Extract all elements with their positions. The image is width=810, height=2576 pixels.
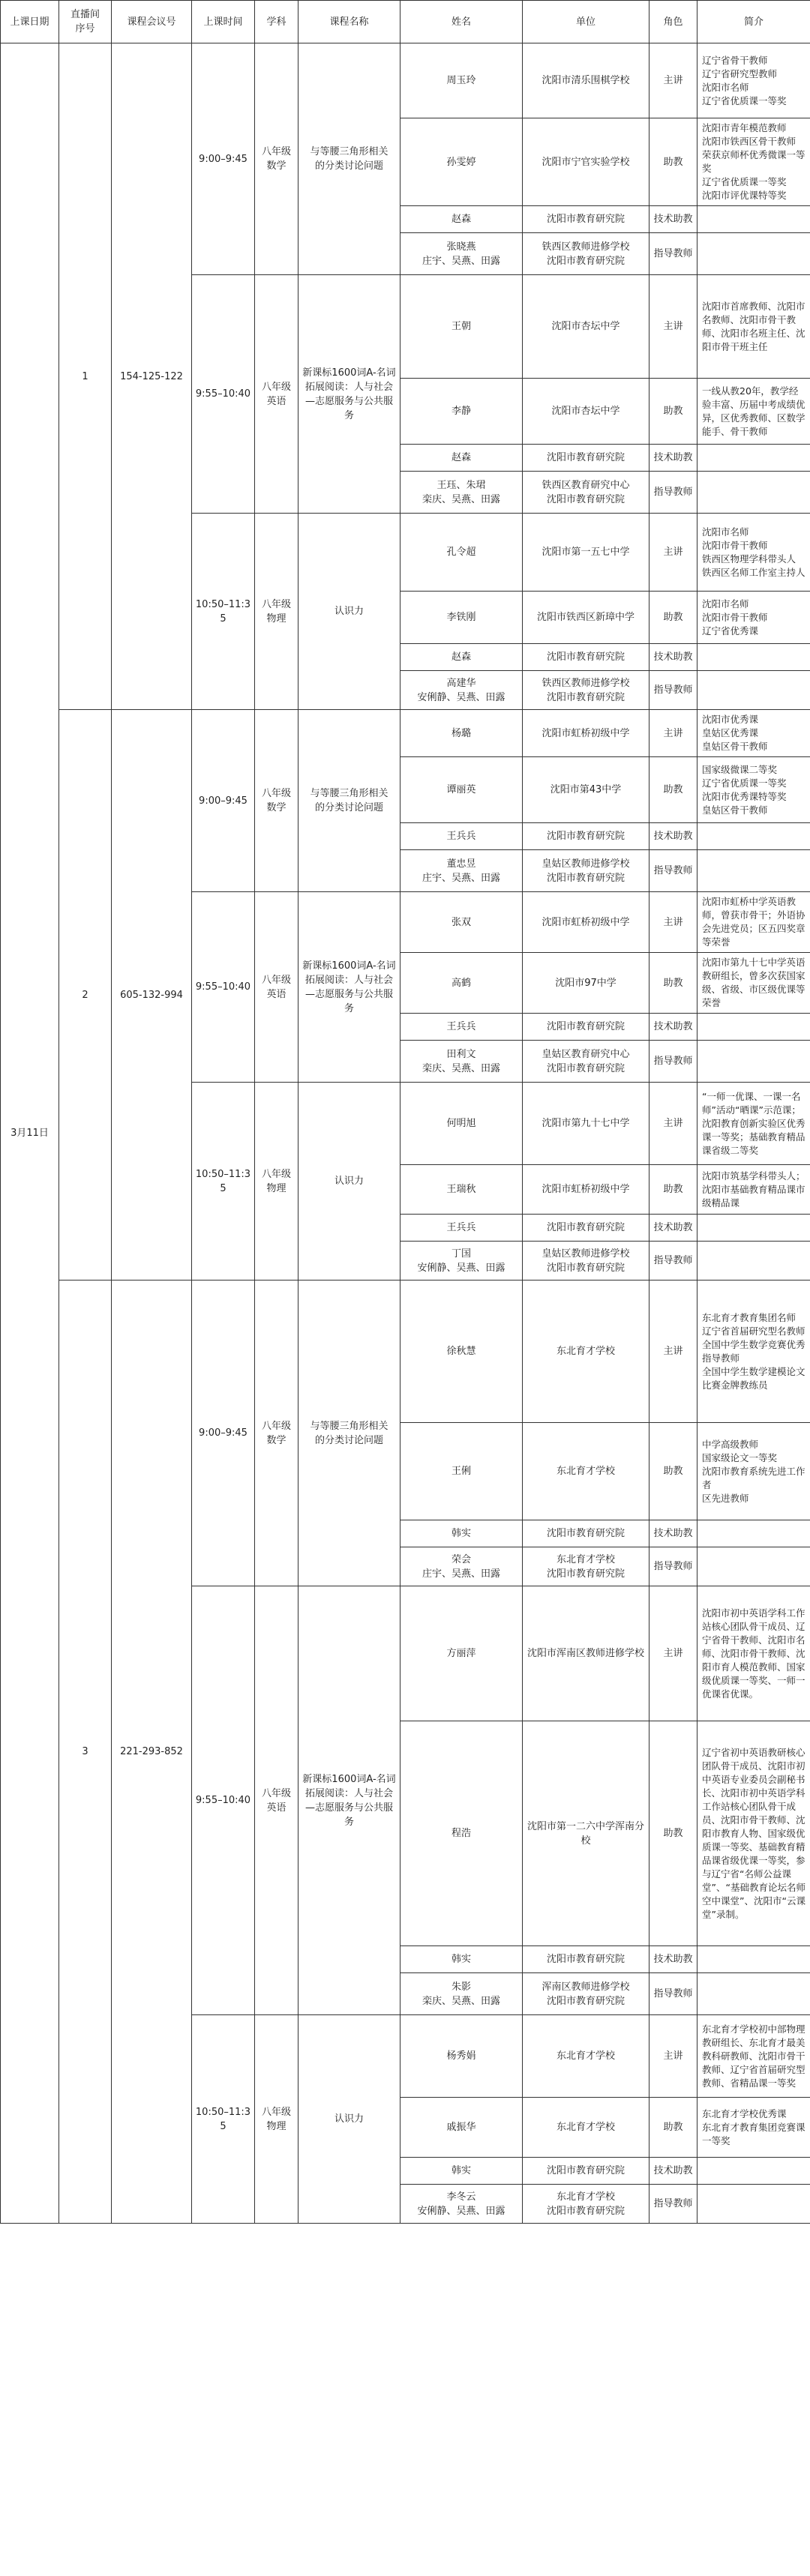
teacher-name-cell: 高鹤 bbox=[400, 953, 523, 1014]
role-cell: 指导教师 bbox=[650, 1041, 698, 1083]
intro-cell bbox=[698, 1014, 810, 1041]
intro-cell bbox=[698, 206, 810, 233]
unit-cell: 沈阳市教育研究院 bbox=[523, 1215, 650, 1242]
unit-cell: 铁西区教师进修学校 沈阳市教育研究院 bbox=[523, 671, 650, 710]
role-cell: 技术助教 bbox=[650, 644, 698, 671]
role-cell: 指导教师 bbox=[650, 2185, 698, 2224]
intro-cell bbox=[698, 1973, 810, 2015]
subject-cell: 八年级 物理 bbox=[255, 514, 298, 710]
unit-cell: 沈阳市杏坛中学 bbox=[523, 379, 650, 445]
time-cell: 10:50–11:35 bbox=[192, 1083, 255, 1281]
meeting-number-cell: 154-125-122 bbox=[112, 43, 192, 710]
role-cell: 助教 bbox=[650, 118, 698, 206]
unit-cell: 皇姑区教育研究中心 沈阳市教育研究院 bbox=[523, 1041, 650, 1083]
course-name-cell: 认识力 bbox=[298, 1083, 400, 1281]
teacher-name-cell: 何明旭 bbox=[400, 1083, 523, 1165]
intro-cell: 沈阳市筑基学科带头人；沈阳市基础教育精品课市级精品课 bbox=[698, 1165, 810, 1215]
course-name-cell: 新课标1600词A-名词 拓展阅读：人与社会—志愿服务与公共服务 bbox=[298, 892, 400, 1083]
header-intro: 简介 bbox=[698, 1, 810, 43]
unit-cell: 沈阳市第一五七中学 bbox=[523, 514, 650, 592]
unit-cell: 沈阳市教育研究院 bbox=[523, 823, 650, 850]
intro-cell bbox=[698, 445, 810, 472]
teacher-name-cell: 杨璐 bbox=[400, 710, 523, 757]
intro-cell: 国家级微课二等奖 辽宁省优质课一等奖 沈阳市优秀课特等奖 皇姑区骨干教师 bbox=[698, 757, 810, 823]
role-cell: 技术助教 bbox=[650, 1946, 698, 1973]
time-cell: 10:50–11:35 bbox=[192, 2015, 255, 2224]
session-number-cell: 2 bbox=[59, 710, 112, 1281]
role-cell: 助教 bbox=[650, 379, 698, 445]
intro-cell bbox=[698, 233, 810, 275]
unit-cell: 沈阳市虹桥初级中学 bbox=[523, 1165, 650, 1215]
intro-cell bbox=[698, 2158, 810, 2185]
intro-cell bbox=[698, 850, 810, 892]
schedule-body bbox=[1, 43, 810, 2224]
subject-cell: 八年级 数学 bbox=[255, 1281, 298, 1586]
role-cell: 助教 bbox=[650, 1423, 698, 1520]
header-course: 课程名称 bbox=[298, 1, 400, 43]
unit-cell: 沈阳市教育研究院 bbox=[523, 644, 650, 671]
teacher-name-cell: 韩实 bbox=[400, 2158, 523, 2185]
teacher-name-cell: 王瑞秋 bbox=[400, 1165, 523, 1215]
meeting-number-cell: 221-293-852 bbox=[112, 1281, 192, 2224]
time-cell: 9:00–9:45 bbox=[192, 710, 255, 892]
header-meeting: 课程会议号 bbox=[112, 1, 192, 43]
intro-cell: 沈阳市优秀课 皇姑区优秀课 皇姑区骨干教师 bbox=[698, 710, 810, 757]
teacher-name-cell: 赵森 bbox=[400, 644, 523, 671]
subject-cell: 八年级 数学 bbox=[255, 43, 298, 275]
unit-cell: 沈阳市浑南区教师进修学校 bbox=[523, 1586, 650, 1721]
role-cell: 技术助教 bbox=[650, 1014, 698, 1041]
subject-cell: 八年级 英语 bbox=[255, 1586, 298, 2015]
header-name: 姓名 bbox=[400, 1, 523, 43]
role-cell: 技术助教 bbox=[650, 823, 698, 850]
role-cell: 助教 bbox=[650, 757, 698, 823]
course-name-cell: 认识力 bbox=[298, 2015, 400, 2224]
intro-cell bbox=[698, 1242, 810, 1281]
role-cell: 主讲 bbox=[650, 892, 698, 953]
role-cell: 主讲 bbox=[650, 2015, 698, 2098]
role-cell: 主讲 bbox=[650, 275, 698, 379]
teacher-name-cell: 孔令超 bbox=[400, 514, 523, 592]
time-cell: 9:55–10:40 bbox=[192, 1586, 255, 2015]
intro-cell: 沈阳市首席教师、沈阳市名教师、沈阳市骨干教师、沈阳市名班主任、沈阳市骨干班主任 bbox=[698, 275, 810, 379]
date-cell: 3月11日 bbox=[1, 43, 59, 2224]
subject-cell: 八年级 英语 bbox=[255, 275, 298, 514]
teacher-name-cell: 荣会 庄宇、吴燕、田露 bbox=[400, 1547, 523, 1586]
role-cell: 主讲 bbox=[650, 43, 698, 118]
course-name-cell: 与等腰三角形相关 的分类讨论问题 bbox=[298, 43, 400, 275]
intro-cell bbox=[698, 1041, 810, 1083]
unit-cell: 皇姑区教师进修学校 沈阳市教育研究院 bbox=[523, 850, 650, 892]
teacher-name-cell: 周玉玲 bbox=[400, 43, 523, 118]
subject-cell: 八年级 英语 bbox=[255, 892, 298, 1083]
unit-cell: 沈阳市铁西区新璋中学 bbox=[523, 592, 650, 644]
role-cell: 指导教师 bbox=[650, 1973, 698, 2015]
unit-cell: 沈阳市宁官实验学校 bbox=[523, 118, 650, 206]
unit-cell: 东北育才学校 bbox=[523, 1423, 650, 1520]
intro-cell: 辽宁省初中英语教研核心团队骨干成员、沈阳市初中英语专业委员会副秘书长、沈阳市初中英语学科工作站核心团队骨干成员、沈阳市骨干教师、沈阳市教育人物、国家级优质课一等奖、基础教育精品课省级优课一等奖，参与辽宁省“名师公益课堂”、“基础教育论坛名师空中课堂”、沈阳市“云课堂”录制。 bbox=[698, 1721, 810, 1946]
unit-cell: 沈阳市97中学 bbox=[523, 953, 650, 1014]
teacher-name-cell: 董忠昱 庄宇、吴燕、田露 bbox=[400, 850, 523, 892]
unit-cell: 东北育才学校 bbox=[523, 1281, 650, 1423]
teacher-name-cell: 赵森 bbox=[400, 206, 523, 233]
unit-cell: 皇姑区教师进修学校 沈阳市教育研究院 bbox=[523, 1242, 650, 1281]
header-time: 上课时间 bbox=[192, 1, 255, 43]
table-row bbox=[1, 710, 810, 757]
teacher-name-cell: 张双 bbox=[400, 892, 523, 953]
unit-cell: 东北育才学校 沈阳市教育研究院 bbox=[523, 2185, 650, 2224]
unit-cell: 东北育才学校 bbox=[523, 2098, 650, 2158]
role-cell: 技术助教 bbox=[650, 1215, 698, 1242]
role-cell: 助教 bbox=[650, 1165, 698, 1215]
teacher-name-cell: 杨秀娟 bbox=[400, 2015, 523, 2098]
teacher-name-cell: 王珏、朱珺 栾庆、吴燕、田露 bbox=[400, 472, 523, 514]
role-cell: 指导教师 bbox=[650, 1547, 698, 1586]
role-cell: 指导教师 bbox=[650, 671, 698, 710]
intro-cell: 沈阳市虹桥中学英语教师，曾获市骨干；外语协会先进党员；区五四奖章等荣誉 bbox=[698, 892, 810, 953]
teacher-name-cell: 韩实 bbox=[400, 1520, 523, 1547]
intro-cell bbox=[698, 1520, 810, 1547]
intro-cell: 东北育才学校优秀课 东北育才教育集团竞赛课一等奖 bbox=[698, 2098, 810, 2158]
intro-cell: 沈阳市名师 沈阳市骨干教师 辽宁省优秀课 bbox=[698, 592, 810, 644]
session-number-cell: 1 bbox=[59, 43, 112, 710]
session-number-cell: 3 bbox=[59, 1281, 112, 2224]
teacher-name-cell: 王朝 bbox=[400, 275, 523, 379]
unit-cell: 沈阳市教育研究院 bbox=[523, 206, 650, 233]
header-date: 上课日期 bbox=[1, 1, 59, 43]
unit-cell: 沈阳市虹桥初级中学 bbox=[523, 892, 650, 953]
role-cell: 技术助教 bbox=[650, 1520, 698, 1547]
role-cell: 指导教师 bbox=[650, 850, 698, 892]
role-cell: 技术助教 bbox=[650, 206, 698, 233]
role-cell: 技术助教 bbox=[650, 2158, 698, 2185]
header-unit: 单位 bbox=[523, 1, 650, 43]
teacher-name-cell: 孙雯婷 bbox=[400, 118, 523, 206]
header-subject: 学科 bbox=[255, 1, 298, 43]
unit-cell: 沈阳市杏坛中学 bbox=[523, 275, 650, 379]
time-cell: 9:55–10:40 bbox=[192, 275, 255, 514]
teacher-name-cell: 方丽萍 bbox=[400, 1586, 523, 1721]
intro-cell bbox=[698, 823, 810, 850]
time-cell: 9:55–10:40 bbox=[192, 892, 255, 1083]
intro-cell: 辽宁省骨干教师 辽宁省研究型教师 沈阳市名师 辽宁省优质课一等奖 bbox=[698, 43, 810, 118]
teacher-name-cell: 程浩 bbox=[400, 1721, 523, 1946]
subject-cell: 八年级 数学 bbox=[255, 710, 298, 892]
intro-cell bbox=[698, 1946, 810, 1973]
role-cell: 助教 bbox=[650, 953, 698, 1014]
teacher-name-cell: 谭丽英 bbox=[400, 757, 523, 823]
unit-cell: 沈阳市第九十七中学 bbox=[523, 1083, 650, 1165]
unit-cell: 沈阳市教育研究院 bbox=[523, 1014, 650, 1041]
role-cell: 助教 bbox=[650, 1721, 698, 1946]
table-row bbox=[1, 1281, 810, 1423]
intro-cell bbox=[698, 1547, 810, 1586]
role-cell: 主讲 bbox=[650, 1586, 698, 1721]
intro-cell: 沈阳市第九十七中学英语教研组长，曾多次获国家级、省级、市区级优课等荣誉 bbox=[698, 953, 810, 1014]
header-row bbox=[1, 1, 810, 43]
teacher-name-cell: 王兵兵 bbox=[400, 1215, 523, 1242]
unit-cell: 铁西区教师进修学校 沈阳市教育研究院 bbox=[523, 233, 650, 275]
meeting-number-cell: 605-132-994 bbox=[112, 710, 192, 1281]
intro-cell: 中学高级教师 国家级论文一等奖 沈阳市教育系统先进工作者 区先进教师 bbox=[698, 1423, 810, 1520]
unit-cell: 沈阳市清乐围棋学校 bbox=[523, 43, 650, 118]
teacher-name-cell: 赵森 bbox=[400, 445, 523, 472]
unit-cell: 沈阳市教育研究院 bbox=[523, 1520, 650, 1547]
header-role: 角色 bbox=[650, 1, 698, 43]
intro-cell: “一师一优课、一课一名师”活动“晒课”示范课；沈阳教育创新实验区优秀课一等奖；基础教育精品课省级二等奖 bbox=[698, 1083, 810, 1165]
course-name-cell: 新课标1600词A-名词 拓展阅读：人与社会—志愿服务与公共服务 bbox=[298, 1586, 400, 2015]
intro-cell bbox=[698, 671, 810, 710]
unit-cell: 沈阳市第一二六中学浑南分校 bbox=[523, 1721, 650, 1946]
teacher-name-cell: 李铁刚 bbox=[400, 592, 523, 644]
intro-cell bbox=[698, 1215, 810, 1242]
unit-cell: 东北育才学校 bbox=[523, 2015, 650, 2098]
subject-cell: 八年级 物理 bbox=[255, 1083, 298, 1281]
teacher-name-cell: 高建华 安俐静、吴燕、田露 bbox=[400, 671, 523, 710]
teacher-name-cell: 徐秋慧 bbox=[400, 1281, 523, 1423]
role-cell: 助教 bbox=[650, 2098, 698, 2158]
teacher-name-cell: 朱影 栾庆、吴燕、田露 bbox=[400, 1973, 523, 2015]
teacher-name-cell: 王俐 bbox=[400, 1423, 523, 1520]
role-cell: 指导教师 bbox=[650, 233, 698, 275]
intro-cell: 沈阳市名师 沈阳市骨干教师 铁西区物理学科带头人 铁西区名师工作室主持人 bbox=[698, 514, 810, 592]
intro-cell: 沈阳市青年模范教师 沈阳市铁西区骨干教师 荣获京师杯优秀微课一等奖 辽宁省优质课一等奖 沈阳市评优课特等奖 bbox=[698, 118, 810, 206]
teacher-name-cell: 王兵兵 bbox=[400, 823, 523, 850]
role-cell: 主讲 bbox=[650, 1281, 698, 1423]
teacher-name-cell: 韩实 bbox=[400, 1946, 523, 1973]
teacher-name-cell: 张晓燕 庄宇、吴燕、田露 bbox=[400, 233, 523, 275]
unit-cell: 铁西区教育研究中心 沈阳市教育研究院 bbox=[523, 472, 650, 514]
role-cell: 主讲 bbox=[650, 1083, 698, 1165]
intro-cell bbox=[698, 2185, 810, 2224]
role-cell: 主讲 bbox=[650, 514, 698, 592]
subject-cell: 八年级 物理 bbox=[255, 2015, 298, 2224]
unit-cell: 沈阳市教育研究院 bbox=[523, 445, 650, 472]
teacher-name-cell: 田利文 栾庆、吴燕、田露 bbox=[400, 1041, 523, 1083]
intro-cell bbox=[698, 472, 810, 514]
header-session: 直播间 序号 bbox=[59, 1, 112, 43]
time-cell: 10:50–11:35 bbox=[192, 514, 255, 710]
unit-cell: 浑南区教师进修学校 沈阳市教育研究院 bbox=[523, 1973, 650, 2015]
unit-cell: 沈阳市虹桥初级中学 bbox=[523, 710, 650, 757]
role-cell: 指导教师 bbox=[650, 472, 698, 514]
unit-cell: 东北育才学校 沈阳市教育研究院 bbox=[523, 1547, 650, 1586]
teacher-name-cell: 王兵兵 bbox=[400, 1014, 523, 1041]
time-cell: 9:00–9:45 bbox=[192, 1281, 255, 1586]
role-cell: 助教 bbox=[650, 592, 698, 644]
intro-cell bbox=[698, 644, 810, 671]
role-cell: 主讲 bbox=[650, 710, 698, 757]
course-name-cell: 认识力 bbox=[298, 514, 400, 710]
role-cell: 指导教师 bbox=[650, 1242, 698, 1281]
course-name-cell: 与等腰三角形相关 的分类讨论问题 bbox=[298, 710, 400, 892]
teacher-name-cell: 李冬云 安俐静、吴燕、田露 bbox=[400, 2185, 523, 2224]
unit-cell: 沈阳市第43中学 bbox=[523, 757, 650, 823]
teacher-name-cell: 李静 bbox=[400, 379, 523, 445]
table-row bbox=[1, 43, 810, 118]
intro-cell: 东北育才学校初中部物理教研组长、东北育才最美教科研教师、沈阳市骨干教师、辽宁省首届研究型教师、省精品课一等奖 bbox=[698, 2015, 810, 2098]
intro-cell: 一线从教20年，教学经验丰富、历届中考成绩优异，区优秀教师、区数学能手、骨干教师 bbox=[698, 379, 810, 445]
time-cell: 9:00–9:45 bbox=[192, 43, 255, 275]
teacher-name-cell: 丁国 安俐静、吴燕、田露 bbox=[400, 1242, 523, 1281]
intro-cell: 东北育才教育集团名师 辽宁省首届研究型名教师 全国中学生数学竞赛优秀指导教师 全国中学生数学建模论文比赛金牌教练员 bbox=[698, 1281, 810, 1423]
course-name-cell: 与等腰三角形相关 的分类讨论问题 bbox=[298, 1281, 400, 1586]
course-name-cell: 新课标1600词A-名词 拓展阅读：人与社会—志愿服务与公共服务 bbox=[298, 275, 400, 514]
role-cell: 技术助教 bbox=[650, 445, 698, 472]
teacher-name-cell: 戚振华 bbox=[400, 2098, 523, 2158]
unit-cell: 沈阳市教育研究院 bbox=[523, 1946, 650, 1973]
intro-cell: 沈阳市初中英语学科工作站核心团队骨干成员、辽宁省骨干教师、沈阳市名师、沈阳市骨干教师、沈阳市育人模范教师、国家级优质课一等奖、一师一优课省优课。 bbox=[698, 1586, 810, 1721]
unit-cell: 沈阳市教育研究院 bbox=[523, 2158, 650, 2185]
